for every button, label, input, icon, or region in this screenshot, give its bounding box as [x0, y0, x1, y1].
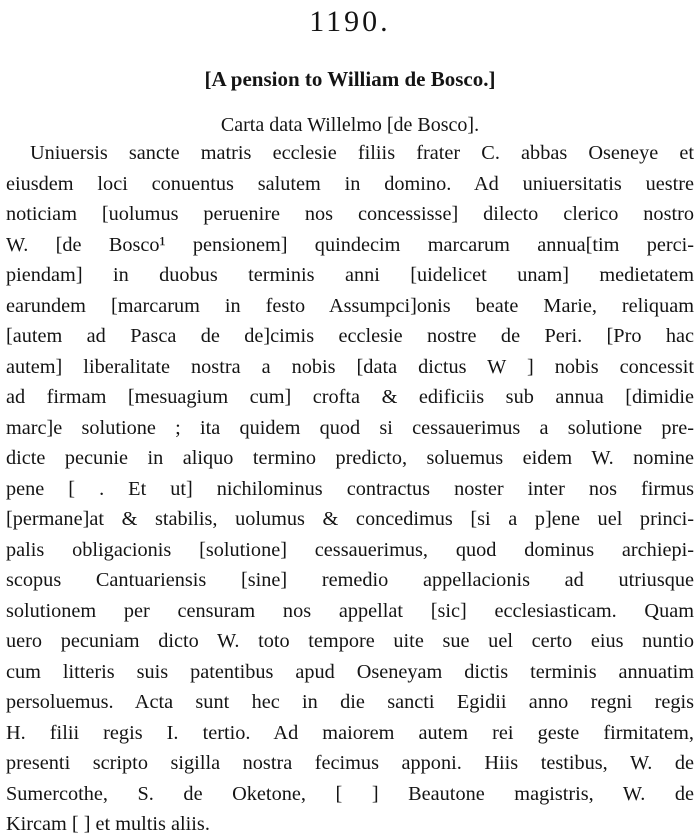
text-line: piendam] in duobus terminis anni [uidelicet unam] medietatem	[6, 264, 694, 286]
text-line: Uniuersis sancte matris ecclesie filiis frater C. abbas Oseneye et	[30, 142, 694, 164]
text-line: W. [de Bosco¹ pensionem] quindecim marcarum annua[tim perci-	[6, 233, 694, 256]
text-line: earundem [marcarum in festo Assumpci]onis beate Marie, reliquam	[6, 294, 694, 317]
text-line: pene [ . Et ut] nichilominus contractus noster inter nos firmus	[6, 477, 694, 500]
text-line: noticiam [uolumus peruenire nos concessisse] dilecto clerico nostro	[6, 203, 694, 225]
charter-body	[6, 138, 694, 840]
text-line: Sumercothe, S. de Oketone, [ ] Beautone magistris, W. de	[6, 782, 694, 805]
text-line: marc]e solutione ; ita quidem quod si cessauerimus a solutione pre-	[6, 416, 694, 439]
text-line: [autem ad Pasca de de]cimis ecclesie nostre de Peri. [Pro hac	[6, 325, 694, 347]
charter-subtitle: Carta data Willelmo [de Bosco].	[220, 114, 480, 136]
text-line: dicte pecunie in aliquo termino predicto, soluemus eidem W. nomine	[6, 447, 694, 469]
text-line: ad firmam [mesuagium cum] crofta & edificiis sub annua [dimidie	[6, 386, 694, 408]
charter-title: [A pension to William de Bosco.]	[204, 67, 496, 91]
text-line: eiusdem loci conuentus salutem in domino. Ad uniuersitatis uestre	[6, 172, 694, 195]
text-line: persoluemus. Acta sunt hec in die sancti Egidii anno regni regis	[6, 691, 694, 713]
document-page	[6, 0, 694, 840]
year-heading: 1190.	[309, 5, 391, 38]
text-line: Kircam [ ] et multis aliis.	[6, 813, 210, 835]
text-line: solutionem per censuram nos appellat [sic] ecclesiasticam. Quam	[6, 599, 694, 622]
text-line: [permane]at & stabilis, uolumus & concedimus [si a p]ene uel princi-	[6, 508, 694, 530]
text-line: H. filii regis I. tertio. Ad maiorem autem rei geste firmitatem,	[6, 721, 694, 744]
text-line: uero pecuniam dicto W. toto tempore uite sue uel certo eius nuntio	[6, 630, 694, 652]
text-line: autem] liberalitate nostra a nobis [data dictus W ] nobis concessit	[6, 355, 694, 378]
text-line: palis obligacionis [solutione] cessauerimus, quod dominus archiepi-	[6, 538, 694, 561]
text-line: cum litteris suis patentibus apud Oseneyam dictis terminis annuatim	[6, 660, 694, 683]
text-line: presenti scripto sigilla nostra fecimus apponi. Hiis testibus, W. de	[6, 752, 694, 774]
text-line: scopus Cantuariensis [sine] remedio appellacionis ad utriusque	[6, 569, 694, 591]
